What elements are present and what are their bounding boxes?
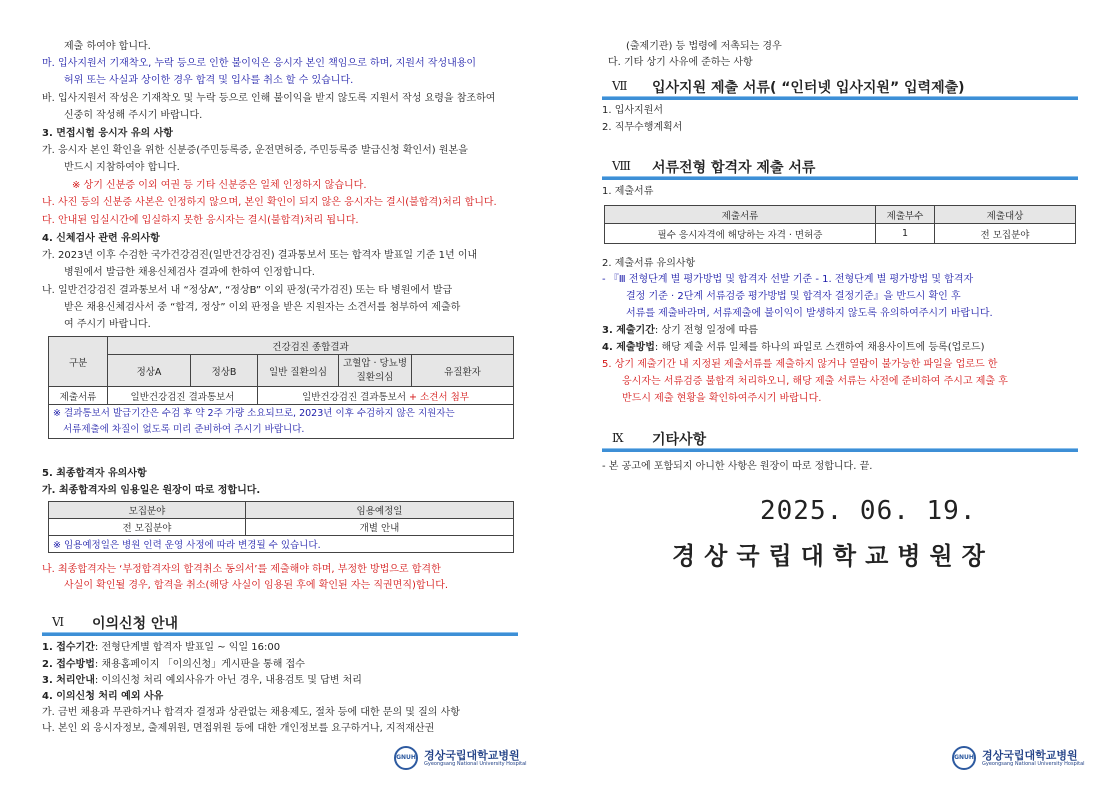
- text-line: (출제기관) 등 법령에 저촉되는 경우: [626, 41, 782, 52]
- table-header: 정상A: [108, 355, 191, 387]
- table-header: 건강검진 종합결과: [108, 337, 514, 355]
- text-line: 허위 또는 사실과 상이한 경우 합격 및 입사를 취소 할 수 있습니다.: [64, 75, 354, 86]
- table-header: 유질환자: [412, 355, 514, 387]
- section-9-header: [602, 428, 1078, 452]
- health-check-table: [48, 336, 514, 439]
- sub-heading: 2. 제출서류 유의사항: [602, 258, 696, 269]
- text-line: 가. 최종합격자의 임용일은 원장이 따로 정합니다.: [42, 485, 261, 496]
- warning-line: 다. 안내된 입실시간에 입실하지 못한 응시자는 결시(불합격)처리 됩니다.: [42, 215, 359, 226]
- list-item: 4. 이의신청 처리 예외 사유: [42, 691, 164, 702]
- warning-line: 사실이 확인될 경우, 합격을 취소(해당 사실이 임용된 후에 확인된 자는 직권면직)합니다.: [64, 580, 449, 591]
- warning-line: 나. 사진 등의 신분증 사본은 인정하지 않으며, 본인 확인이 되지 않은 응시자는 결시(불합격)처리 합니다.: [42, 197, 497, 208]
- warning-line: 나. 최종합격자는 ‘부정합격자의 합격취소 동의서’를 제출해야 하며, 부정한 방법으로 합격한: [42, 564, 441, 575]
- table-header: 제출서류: [605, 206, 876, 224]
- announcement-date: 2025. 06. 19.: [760, 496, 977, 526]
- hospital-emblem-icon: GNUH: [952, 746, 976, 770]
- divider: [602, 449, 1078, 452]
- table-header: 임용예정일: [246, 502, 514, 519]
- warning-line: 반드시 제출 현황을 확인하여주시기 바랍니다.: [622, 393, 822, 404]
- table-note: ※ 결과통보서 발급기간은 수검 후 약 2주 가량 소요되므로, 2023년 이후 수검하지 않은 지원자는 서류제출에 차질이 없도록 미리 준비하여 주시기 바랍니다.: [49, 405, 514, 439]
- note-line: 서류를 제출바라며, 서류제출에 불이익이 발생하지 않도록 유의하여주시기 바랍니다.: [626, 308, 993, 319]
- table-header: 구분: [49, 337, 108, 387]
- text-line: 받은 채용신체검사서 중 “합격, 정상” 이외 판정을 받은 지원자는 소견서를 첨부하여 제출하: [64, 302, 461, 313]
- hospital-emblem-icon: GNUH: [394, 746, 418, 770]
- warning-line: 응시자는 서류검증 불합격 처리하오니, 해당 제출 서류는 사전에 준비하여 주시고 제출 후: [622, 376, 1008, 387]
- table-header: 정상B: [191, 355, 258, 387]
- section-number: Ⅵ: [52, 615, 65, 629]
- list-item: 1. 접수기간: 전형단계별 합격자 발표일 ~ 익일 16:00: [42, 642, 281, 653]
- table-header: 제출부수: [876, 206, 935, 224]
- table-header: 모집분야: [49, 502, 246, 519]
- section-title: 이의신청 안내: [92, 616, 179, 632]
- table-cell: 전 모집분야: [935, 224, 1076, 244]
- divider: [602, 97, 1078, 100]
- section-number: Ⅸ: [612, 431, 624, 445]
- table-cell: 필수 응시자격에 해당하는 자격 · 면허증: [605, 224, 876, 244]
- section-title: 서류전형 합격자 제출 서류: [652, 160, 816, 176]
- note-line: 결정 기준 · 2단계 서류검증 평가방법 및 합격자 결정기준』을 반드시 확인 후: [626, 291, 961, 302]
- list-item: 2. 접수방법: 채용홈페이지 「이의신청」게시판을 통해 접수: [42, 659, 305, 670]
- table-cell: 1: [876, 224, 935, 244]
- text-line: 가. 응시자 본인 확인을 위한 신분증(주민등록증, 운전면허증, 주민등록증 발급신청 확인서) 원본을: [42, 145, 468, 156]
- warning-line: 5. 상기 제출기간 내 지정된 제출서류를 제출하지 않거나 열람이 불가능한 파일을 업로드 한: [602, 359, 998, 370]
- sub-heading: 1. 제출서류: [602, 186, 654, 197]
- hospital-logo: GNUH 경상국립대학교병원 Gyeongsang National University Hospital: [952, 746, 1082, 772]
- section-7-header: [602, 76, 1078, 100]
- issuer-name: 경상국립대학교병원장: [672, 541, 994, 570]
- list-item: 2. 직무수행계획서: [602, 122, 683, 133]
- text-line: 나. 일반건강검진 결과통보서 내 “정상A”, “정상B” 이외 판정(국가검진) 또는 타 병원에서 발급: [42, 285, 453, 296]
- table-note: ※ 임용예정일은 병원 인력 운영 사정에 따라 변경될 수 있습니다.: [49, 536, 514, 553]
- text-line: 병원에서 발급한 채용신체검사 결과에 한하여 인정합니다.: [64, 267, 315, 278]
- list-item: 1. 입사지원서: [602, 105, 664, 116]
- section-number: Ⅶ: [612, 79, 628, 93]
- text-line: - 본 공고에 포함되지 아니한 사항은 원장이 따로 정합니다. 끝.: [602, 461, 873, 472]
- text-line: 다. 기타 상기 사유에 준하는 사항: [608, 57, 753, 68]
- table-cell: 일반건강검진 결과통보서 + 소견서 첨부: [258, 387, 514, 405]
- text-line: 여 주시기 바랍니다.: [64, 319, 151, 330]
- text-line: 가. 2023년 이후 수검한 국가건강검진(일반건강검진) 결과통보서 또는 합격자 발표일 기준 1년 이내: [42, 250, 478, 261]
- list-item: 3. 제출기간: 상기 전형 일정에 따름: [602, 325, 758, 336]
- text-line: 나. 본인 외 응시자정보, 출제위원, 면접위원 등에 대한 개인정보를 요구하거나, 지적재산권: [42, 723, 435, 734]
- list-item: 4. 제출방법: 해당 제출 서류 일체를 하나의 파일로 스캔하여 채용사이트에 등록(업로드): [602, 342, 985, 353]
- table-cell: 전 모집분야: [49, 519, 246, 536]
- section-title: 입사지원 제출 서류( “인터넷 입사지원” 입력제출): [652, 80, 965, 96]
- section-title: 기타사항: [652, 432, 707, 448]
- table-cell: 일반건강검진 결과통보서: [108, 387, 258, 405]
- hospital-logo: GNUH 경상국립대학교병원 Gyeongsang National University Hospital: [394, 746, 524, 772]
- text-line: 신중히 작성해 주시기 바랍니다.: [64, 110, 203, 121]
- divider: [42, 633, 518, 636]
- list-item: 3. 처리안내: 이의신청 처리 예외사유가 아닌 경우, 내용검토 및 답변 처리: [42, 675, 362, 686]
- note-line: - 『Ⅲ 전형단계 별 평가방법 및 합격자 선발 기준 - 1. 전형단계 별 평가방법 및 합격자: [602, 274, 974, 285]
- table-header: 고혈압 · 당뇨병 질환의심: [339, 355, 412, 387]
- text-line: 제출 하여야 합니다.: [64, 41, 151, 52]
- section-6-header: [42, 612, 518, 636]
- documents-table: [604, 205, 1076, 244]
- table-cell: 제출서류: [49, 387, 108, 405]
- text-line: 반드시 지참하여야 합니다.: [64, 162, 180, 173]
- text-line: 바. 입사지원서 작성은 기재착오 및 누락 등으로 인해 불이익을 받지 않도록 지원서 작성 요령을 참조하여: [42, 93, 496, 104]
- section-heading: 3. 면접시험 응시자 유의 사항: [42, 128, 173, 139]
- text-line: 가. 금번 채용과 무관하거나 합격자 결정과 상관없는 채용제도, 절차 등에 대한 문의 및 질의 사항: [42, 707, 460, 718]
- text-line: 마. 입사지원서 기재착오, 누락 등으로 인한 불이익은 응시자 본인 책임으로 하며, 지원서 작성내용이: [42, 58, 477, 69]
- section-number: Ⅷ: [612, 159, 631, 173]
- section-heading: 5. 최종합격자 유의사항: [42, 468, 147, 479]
- section-heading: 4. 신체검사 관련 유의사항: [42, 233, 160, 244]
- table-cell: 개별 안내: [246, 519, 514, 536]
- section-8-header: [602, 156, 1078, 180]
- table-header: 일반 질환의심: [258, 355, 339, 387]
- warning-line: ※ 상기 신분증 이외 여권 등 기타 신분증은 일체 인정하지 않습니다.: [72, 180, 367, 191]
- table-header: 제출대상: [935, 206, 1076, 224]
- appointment-table: [48, 501, 514, 553]
- divider: [602, 177, 1078, 180]
